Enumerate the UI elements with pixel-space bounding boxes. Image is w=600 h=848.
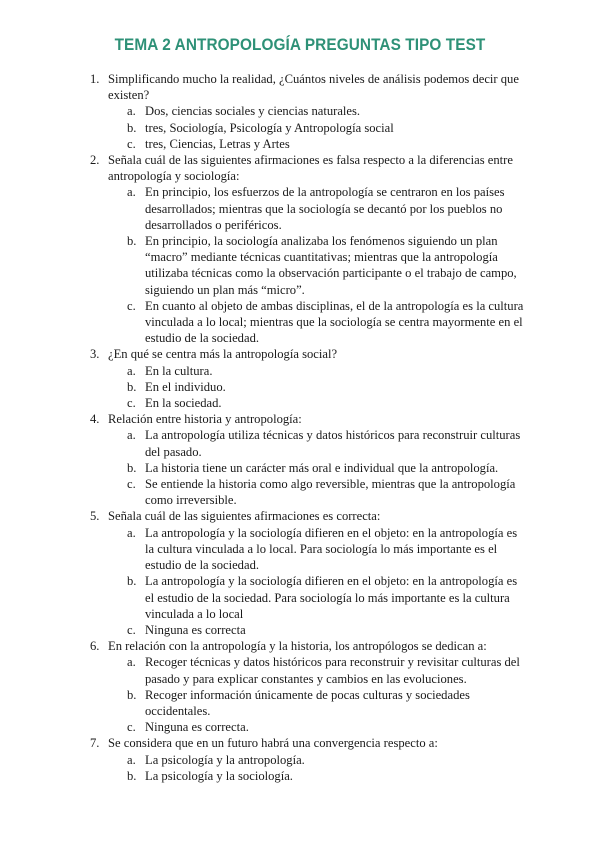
- answer-option: [0, 525, 600, 574]
- option-letter: c.: [127, 622, 136, 637]
- answer-option: [0, 136, 600, 152]
- option-text: La antropología utiliza técnicas y datos históricos para reconstruir culturas del pasado.: [145, 428, 521, 459]
- answer-option: [0, 654, 600, 686]
- option-letter: a.: [127, 655, 136, 670]
- question-number: 7.: [90, 736, 100, 751]
- option-letter: b.: [127, 768, 137, 783]
- question-item: [0, 71, 600, 152]
- answer-option: [0, 768, 600, 784]
- option-text: En el individuo.: [145, 379, 226, 394]
- answer-option: [0, 752, 600, 768]
- option-list: [0, 103, 600, 152]
- option-text: La psicología y la antropología.: [145, 752, 305, 767]
- answer-option: [0, 622, 600, 638]
- option-text: tres, Ciencias, Letras y Artes: [145, 136, 290, 151]
- option-letter: b.: [127, 120, 137, 135]
- answer-option: [0, 427, 600, 459]
- option-text: Recoger técnicas y datos históricos para reconstruir y revisitar culturas del pasado y para explicar constantes y cambios en las evoluciones.: [145, 655, 520, 686]
- question-item: [0, 735, 600, 784]
- answer-option: [0, 120, 600, 136]
- question-text: Señala cuál de las siguientes afirmaciones es falsa respecto a la diferencias entre antropología y sociología:: [108, 153, 513, 184]
- answer-option: [0, 379, 600, 395]
- option-text: Ninguna es correcta.: [145, 720, 249, 735]
- option-text: La antropología y la sociología difieren en el objeto: en la antropología es la cultura vinculada a lo local. Para sociología lo más importante es el estudio de la sociedad.: [145, 525, 518, 573]
- answer-option: [0, 476, 600, 508]
- question-number: 3.: [90, 347, 100, 362]
- option-letter: b.: [127, 574, 137, 589]
- option-letter: c.: [127, 298, 136, 313]
- question-number: 4.: [90, 412, 100, 427]
- option-list: [0, 363, 600, 412]
- option-letter: a.: [127, 185, 136, 200]
- answer-option: [0, 103, 600, 119]
- option-text: En la cultura.: [145, 363, 213, 378]
- option-letter: c.: [127, 477, 136, 492]
- question-item: [0, 411, 600, 508]
- option-letter: a.: [127, 752, 136, 767]
- option-text: Ninguna es correcta: [145, 622, 246, 637]
- question-number: 6.: [90, 639, 100, 654]
- question-number: 1.: [90, 72, 100, 86]
- answer-option: [0, 719, 600, 735]
- question-text: ¿En qué se centra más la antropología social?: [108, 347, 338, 362]
- question-text: Se considera que en un futuro habrá una convergencia respecto a:: [108, 736, 438, 751]
- question-text: Señala cuál de las siguientes afirmaciones es correcta:: [108, 509, 381, 524]
- option-list: [0, 184, 600, 346]
- question-item: [0, 638, 600, 735]
- option-text: En principio, la sociología analizaba los fenómenos siguiendo un plan “macro” mediante técnicas cuantitativas; mientras que la antropología utilizaba técnicas como la observación participante o el trabajo de campo, siguiendo un plan más “micro”.: [145, 234, 517, 297]
- option-list: [0, 525, 600, 638]
- question-text: Simplificando mucho la realidad, ¿Cuántos niveles de análisis podemos decir que existen?: [108, 72, 519, 103]
- option-text: La antropología y la sociología difieren en el objeto: en la antropología es el estudio de la sociedad. Para sociología lo más importante es la cultura vinculada a lo local: [145, 574, 518, 621]
- option-letter: a.: [127, 104, 136, 119]
- option-letter: c.: [127, 396, 136, 411]
- question-number: 5.: [90, 509, 100, 524]
- answer-option: [0, 233, 600, 298]
- question-text: En relación con la antropología y la historia, los antropólogos se dedican a:: [108, 639, 487, 654]
- answer-option: [0, 184, 600, 233]
- option-list: [0, 427, 600, 508]
- question-list: [0, 71, 600, 784]
- page-title: TEMA 2 ANTROPOLOGÍA PREGUNTAS TIPO TEST: [114, 36, 486, 54]
- question-item: [0, 508, 600, 638]
- option-letter: b.: [127, 379, 137, 394]
- option-text: En principio, los esfuerzos de la antropología se centraron en los países desarrollados; mientras que la sociología se decantó por los pueblos no desarrollados o periféricos.: [145, 185, 505, 232]
- answer-option: [0, 687, 600, 719]
- option-text: La psicología y la sociología.: [145, 768, 293, 783]
- option-letter: b.: [127, 687, 137, 702]
- option-list: [0, 752, 600, 784]
- option-letter: b.: [127, 460, 137, 475]
- question-text: Relación entre historia y antropología:: [108, 412, 302, 427]
- option-letter: b.: [127, 234, 137, 249]
- option-text: Se entiende la historia como algo reversible, mientras que la antropología como irreversible.: [145, 477, 516, 508]
- option-text: En la sociedad.: [145, 396, 222, 411]
- question-item: [0, 152, 600, 346]
- option-text: Dos, ciencias sociales y ciencias naturales.: [145, 104, 361, 119]
- option-letter: c.: [127, 720, 136, 735]
- question-item: [0, 346, 600, 411]
- question-number: 2.: [90, 153, 100, 168]
- option-letter: a.: [127, 428, 136, 443]
- option-letter: a.: [127, 525, 136, 540]
- option-text: Recoger información únicamente de pocas culturas y sociedades occidentales.: [145, 687, 470, 718]
- answer-option: [0, 298, 600, 347]
- option-text: tres, Sociología, Psicología y Antropología social: [145, 120, 394, 135]
- option-text: La historia tiene un carácter más oral e individual que la antropología.: [145, 460, 499, 475]
- option-letter: a.: [127, 363, 136, 378]
- answer-option: [0, 395, 600, 411]
- answer-option: [0, 363, 600, 379]
- option-letter: c.: [127, 136, 136, 151]
- option-text: En cuanto al objeto de ambas disciplinas, el de la antropología es la cultura vinculada a lo local; mientras que la sociología se centra mayormente en el estudio de la sociedad.: [145, 298, 524, 346]
- answer-option: [0, 460, 600, 476]
- option-list: [0, 654, 600, 735]
- answer-option: [0, 573, 600, 622]
